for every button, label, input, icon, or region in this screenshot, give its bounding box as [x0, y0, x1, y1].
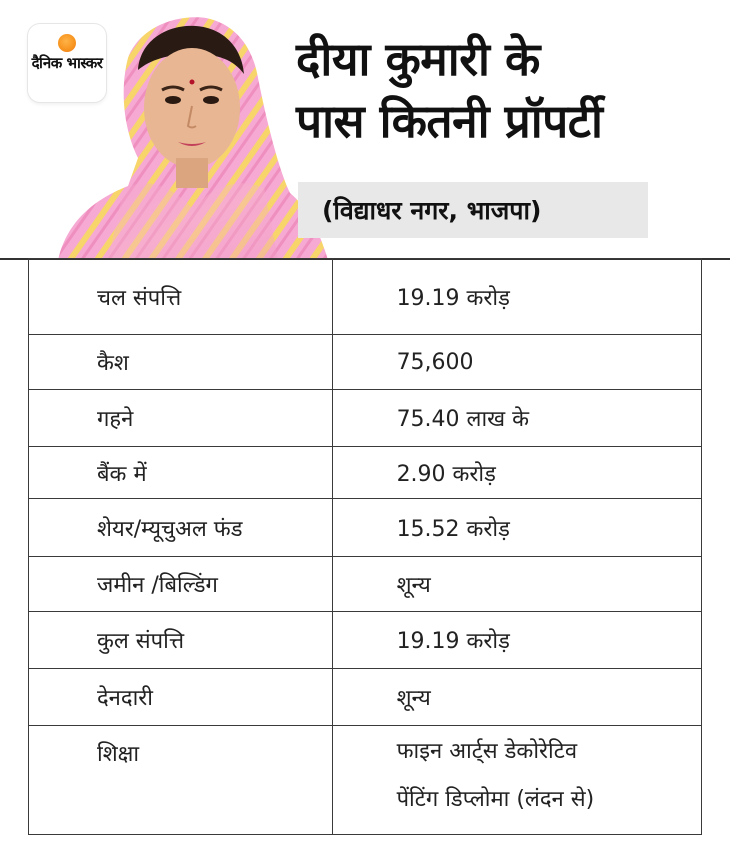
- row-value: शून्य: [332, 669, 701, 726]
- education-line-2: पेंटिंग डिप्लोमा (लंदन से): [396, 787, 595, 812]
- table-row: [29, 390, 702, 447]
- headline-line-1: दीया कुमारी के: [296, 32, 540, 86]
- logo-text: दैनिक भास्कर: [31, 54, 103, 72]
- row-value: 15.52 करोड़: [332, 499, 701, 557]
- table-row: [29, 612, 702, 669]
- table-row: [29, 259, 702, 335]
- row-value-multiline: [332, 726, 701, 835]
- row-label: जमीन /बिल्डिंग: [29, 557, 333, 612]
- constituency-party-label: (विद्याधर नगर, भाजपा): [298, 182, 648, 238]
- row-label: कैश: [29, 335, 333, 390]
- row-value: 75.40 लाख के: [332, 390, 701, 447]
- row-value: शून्य: [332, 557, 701, 612]
- row-value: 19.19 करोड़: [332, 612, 701, 669]
- row-value: 75,600: [332, 335, 701, 390]
- table-row: [29, 499, 702, 557]
- table-row: [29, 726, 702, 835]
- sun-icon: [58, 34, 76, 52]
- property-table: [28, 258, 702, 835]
- education-line-1: फाइन आर्ट्स डेकोरेटिव: [396, 739, 578, 764]
- headline: [296, 28, 716, 152]
- property-table-wrap: [28, 258, 702, 835]
- row-label: बैंक में: [29, 447, 333, 499]
- row-label: शेयर/म्यूचुअल फंड: [29, 499, 333, 557]
- row-label: शिक्षा: [29, 726, 333, 835]
- dainik-bhaskar-logo: [28, 24, 106, 102]
- table-row: [29, 557, 702, 612]
- table-row: [29, 669, 702, 726]
- table-row: [29, 335, 702, 390]
- row-value: 19.19 करोड़: [332, 259, 701, 335]
- row-label: चल संपत्ति: [29, 259, 333, 335]
- row-value: 2.90 करोड़: [332, 447, 701, 499]
- table-row: [29, 447, 702, 499]
- row-label: कुल संपत्ति: [29, 612, 333, 669]
- row-label: गहने: [29, 390, 333, 447]
- row-label: देनदारी: [29, 669, 333, 726]
- headline-line-2: पास कितनी प्रॉपर्टी: [296, 94, 603, 148]
